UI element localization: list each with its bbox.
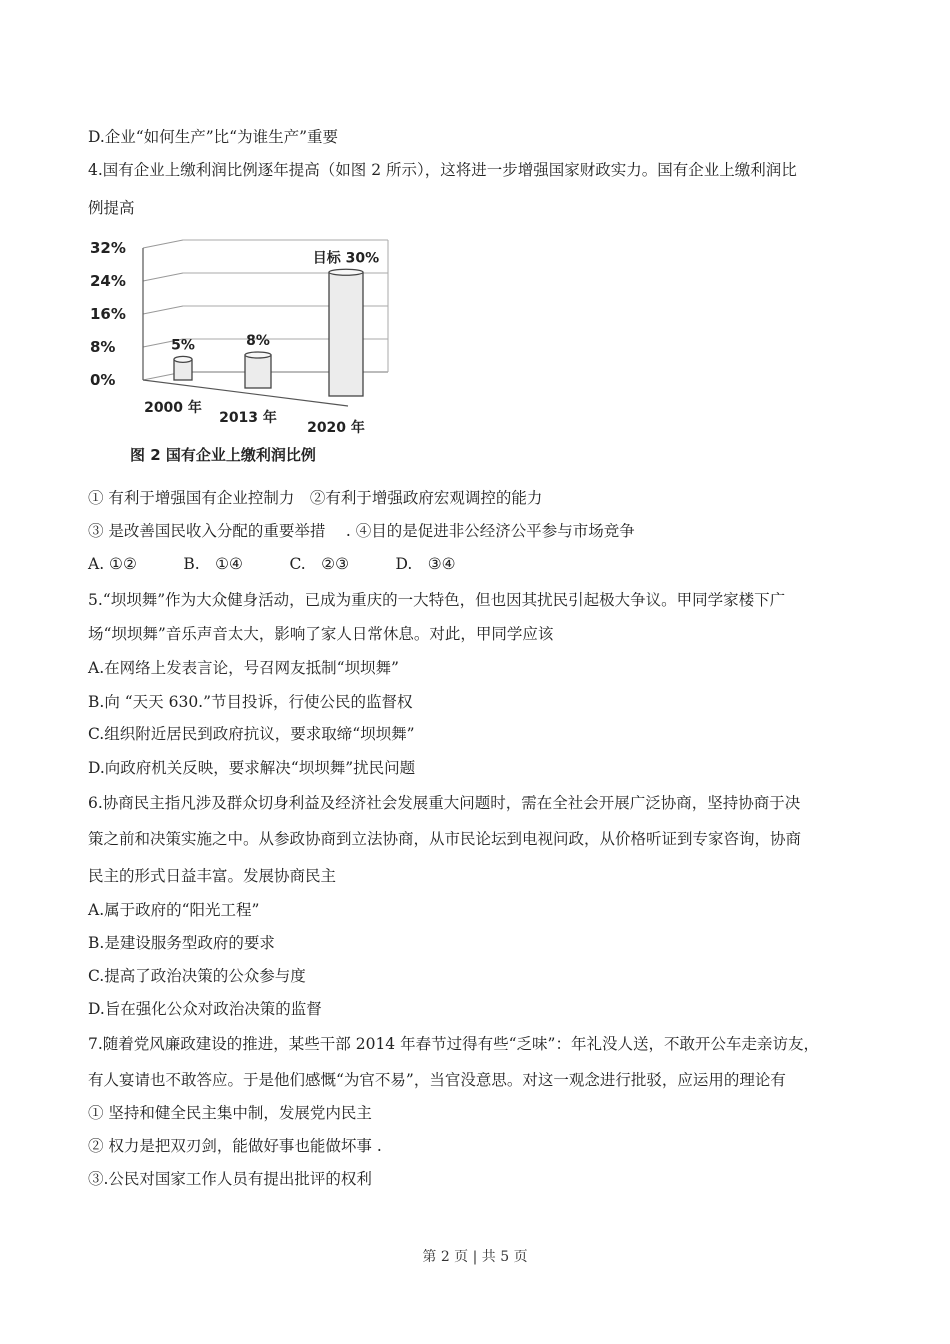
statement-1-q7: ① 坚持和健全民主集中制，发展党内民主 bbox=[88, 1104, 372, 1122]
chart-title: 图 2 国有企业上缴利润比例 bbox=[130, 446, 316, 464]
question-5-stem: 5.“坝坝舞”作为大众健身活动，已成为重庆的一大特色，但也因其扰民引起极大争议。甲同学家楼下广 bbox=[88, 591, 786, 609]
option-a-q6: A.属于政府的“阳光工程” bbox=[88, 901, 260, 919]
bar-top-0 bbox=[174, 356, 192, 362]
x-tick-label-0: 2000 年 bbox=[144, 400, 202, 416]
question-4-stem: 4.国有企业上缴利润比例逐年提高（如图 2 所示），这将进一步增强国家财政实力。国有企业上缴利润比 bbox=[88, 161, 797, 179]
grid-diag-0 bbox=[143, 240, 183, 248]
option-a-q5: A.在网络上发表言论，号召网友抵制“坝坝舞” bbox=[88, 659, 399, 677]
x-tick-label-2: 2020 年 bbox=[307, 420, 365, 436]
question-5-stem-cont: 场“坝坝舞”音乐声音太大，影响了家人日常休息。对此，甲同学应该 bbox=[88, 625, 554, 643]
statement-3-4: ③ 是改善国民收入分配的重要举措 . ④目的是促进非公经济公平参与市场竞争 bbox=[88, 522, 635, 540]
data-label-2: 目标 30% bbox=[312, 250, 380, 267]
grid-diag-2 bbox=[143, 306, 183, 314]
bar-chart bbox=[88, 228, 418, 468]
option-c-q6: C.提高了政治决策的公众参与度 bbox=[88, 967, 306, 985]
bar-1 bbox=[245, 355, 271, 388]
y-tick-label-3: 8% bbox=[90, 338, 116, 356]
bar-top-1 bbox=[245, 352, 271, 358]
option-b-q6: B.是建设服务型政府的要求 bbox=[88, 934, 275, 952]
question-4-stem-cont: 例提高 bbox=[88, 199, 135, 217]
bar-2 bbox=[329, 272, 363, 396]
grid-diag-1 bbox=[143, 273, 183, 281]
y-tick-label-1: 24% bbox=[90, 272, 126, 290]
question-6-stem: 6.协商民主指凡涉及群众切身利益及经济社会发展重大问题时，需在全社会开展广泛协商，坚持协商于决 bbox=[88, 794, 801, 812]
question-7-stem: 7.随着党风廉政建设的推进，某些干部 2014 年春节过得有些“乏味”：年礼没人送，不敢开公车走亲访友， bbox=[88, 1035, 819, 1053]
y-tick-label-4: 0% bbox=[90, 371, 116, 389]
y-tick-label-2: 16% bbox=[90, 305, 126, 323]
chart-svg bbox=[88, 228, 418, 468]
option-b-q5: B.向 “天天 630.”节目投诉，行使公民的监督权 bbox=[88, 693, 413, 711]
data-label-0: 5% bbox=[171, 337, 195, 354]
question-6-stem-cont2: 民主的形式日益丰富。发展协商民主 bbox=[88, 867, 337, 885]
option-d-q5: D.向政府机关反映，要求解决“坝坝舞”扰民问题 bbox=[88, 759, 416, 777]
data-label-1: 8% bbox=[246, 333, 270, 349]
x-tick-label-1: 2013 年 bbox=[219, 410, 277, 426]
option-d-q3: D.企业“如何生产”比“为谁生产”重要 bbox=[88, 128, 338, 146]
option-d-q6: D.旨在强化公众对政治决策的监督 bbox=[88, 1000, 322, 1018]
statement-1-2: ① 有利于增强国有企业控制力 ②有利于增强政府宏观调控的能力 bbox=[88, 489, 543, 507]
option-c-q5: C.组织附近居民到政府抗议，要求取缔“坝坝舞” bbox=[88, 725, 415, 743]
question-7-stem-cont: 有人宴请也不敢答应。于是他们感慨“为官不易”，当官没意思。对这一观念进行批驳，应运用的理论有 bbox=[88, 1071, 786, 1089]
bar-top-2 bbox=[329, 269, 363, 275]
question-6-stem-cont: 策之前和决策实施之中。从参政协商到立法协商，从市民论坛到电视问政，从价格听证到专家咨询，协商 bbox=[88, 830, 802, 848]
page-footer: 第 2 页 | 共 5 页 bbox=[422, 1249, 528, 1265]
statement-3-q7: ③.公民对国家工作人员有提出批评的权利 bbox=[88, 1170, 372, 1188]
y-tick-label-0: 32% bbox=[90, 239, 126, 257]
statement-2-q7: ② 权力是把双刃剑，能做好事也能做坏事 . bbox=[88, 1137, 382, 1155]
options-q4: A. ①② B. ①④ C. ②③ D. ③④ bbox=[88, 555, 456, 573]
